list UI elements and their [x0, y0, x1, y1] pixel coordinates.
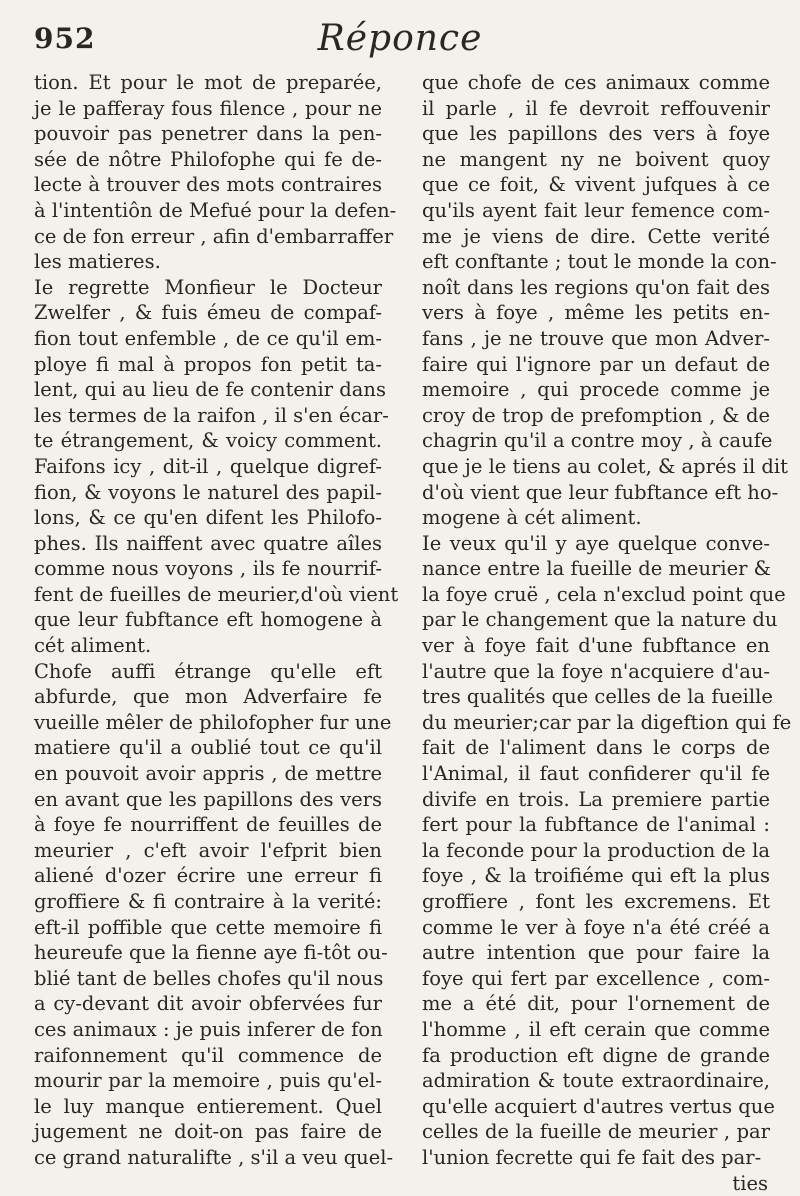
- text-line: vueille mêler de philofopher fur une: [34, 710, 392, 734]
- text-line: tres qualités que celles de la fueille: [422, 685, 773, 709]
- text-line: comme le ver à foye n'a été créé a: [422, 915, 770, 939]
- text-line: par le changement que la nature du: [422, 608, 778, 632]
- text-line: fert pour la fubftance de l'animal :: [422, 813, 770, 837]
- text-line: groffiere & fi contraire à la verité:: [34, 890, 382, 913]
- text-line: groffiere , font les excremens. Et: [422, 890, 770, 913]
- text-line: Ie regrette Monfieur le Docteur: [34, 275, 382, 299]
- left-column: [34, 70, 399, 1169]
- text-line: tion. Et pour le mot de preparée,: [34, 71, 382, 94]
- text-line: matiere qu'il a oublié tout ce qu'il: [34, 736, 382, 760]
- text-line: Ie veux qu'il y aye quelque conve-: [422, 531, 770, 555]
- text-line: l'autre que la foye n'acquiere d'au-: [422, 659, 770, 683]
- text-line: que les papillons des vers à foye: [422, 122, 770, 146]
- text-line: d'où vient que leur fubftance eft ho-: [422, 480, 779, 504]
- text-line: qu'ils ayent fait leur femence com-: [422, 198, 770, 222]
- text-line: celles de la fueille de meurier , par: [422, 1120, 770, 1144]
- text-line: fent de fueilles de meurier,d'où vient: [34, 582, 399, 606]
- text-line: te étrangement, & voicy comment.: [34, 429, 382, 453]
- text-line: le luy manque entierement. Quel: [34, 1094, 382, 1118]
- text-line: qu'elle acquiert d'autres vertus que: [422, 1094, 775, 1118]
- text-line: en avant que les papillons des vers: [34, 787, 382, 811]
- text-line: que chofe de ces animaux comme: [422, 71, 770, 94]
- text-line: fion tout enfemble , de ce qu'il em-: [34, 326, 382, 350]
- text-line: nance entre la fueille de meurier &: [422, 557, 772, 581]
- text-line: eft conftante ; tout le monde la con-: [422, 250, 777, 274]
- text-line: l'Animal, il faut confiderer qu'il fe: [422, 762, 770, 786]
- text-line: noît dans les regions qu'on fait des: [422, 275, 770, 299]
- text-line: vers à foye , même les petits en-: [422, 301, 770, 325]
- text-line: cét aliment.: [34, 634, 152, 658]
- text-line: que ce foit, & vivent jufques à ce: [422, 173, 770, 197]
- page-number: 952: [34, 22, 96, 55]
- text-line: lent, qui au lieu de fe contenir dans: [34, 378, 386, 402]
- text-line: a cy-devant dit avoir obfervées fur: [34, 992, 382, 1016]
- text-line: ver à foye fait d'une fubftance en: [422, 634, 770, 658]
- text-line: que je le tiens au colet, & aprés il dit: [422, 454, 788, 478]
- text-line: fans , je ne trouve que mon Adver-: [422, 326, 770, 350]
- text-line: eft-il poffible que cette memoire fi: [34, 915, 382, 939]
- text-line: Zwelfer , & fuis émeu de compaf-: [34, 301, 382, 325]
- text-line: l'homme , il eft cerain que comme: [422, 1017, 770, 1041]
- text-columns: [34, 70, 792, 1195]
- text-line: jugement ne doit-on pas faire de: [34, 1120, 382, 1144]
- text-line: heureufe que la fienne aye fi-tôt ou-: [34, 941, 388, 965]
- text-line: l'union fecrette qui fe fait des par-: [422, 1145, 762, 1169]
- text-line: les matieres.: [34, 250, 161, 274]
- text-line: abfurde, que mon Adverfaire fe: [34, 685, 382, 709]
- text-line: blié tant de belles chofes qu'il nous: [34, 966, 384, 990]
- text-line: il parle , il fe devroit reffouvenir: [422, 96, 770, 120]
- text-line: la foye cruë , cela n'exclud point que: [422, 582, 786, 606]
- text-line: faire qui l'ignore par un defaut de: [422, 352, 770, 376]
- text-line: me je viens de dire. Cette verité: [422, 224, 770, 248]
- catchword: ties: [732, 1171, 768, 1195]
- text-line: lons, & ce qu'en difent les Philofo-: [34, 506, 382, 530]
- text-line: memoire , qui procede comme je: [422, 378, 770, 402]
- text-line: comme nous voyons , ils fe nourrif-: [34, 557, 382, 581]
- text-line: sée de nôtre Philofophe qui fe de-: [34, 147, 382, 171]
- text-line: Faifons icy , dit-il , quelque digref-: [34, 454, 382, 478]
- text-line: fion, & voyons le naturel des papil-: [34, 480, 382, 504]
- text-line: ces animaux : je puis inferer de fon: [34, 1017, 383, 1041]
- text-line: croy de trop de prefomption , & de: [422, 403, 770, 427]
- text-line: mogene à cét aliment.: [422, 506, 642, 530]
- text-line: que leur fubftance eft homogene à: [34, 608, 382, 632]
- text-line: foye , & la troifiéme qui eft la plus: [422, 864, 770, 888]
- text-line: fait de l'aliment dans le corps de: [422, 736, 770, 760]
- page-header: [0, 14, 800, 64]
- text-line: admiration & toute extraordinaire,: [422, 1069, 770, 1093]
- text-line: mourir par la memoire , puis qu'el-: [34, 1069, 382, 1093]
- text-line: divife en trois. La premiere partie: [422, 787, 770, 811]
- text-line: ce grand naturalifte , s'il a veu quel-: [34, 1145, 394, 1169]
- text-line: la feconde pour la production de la: [422, 838, 770, 862]
- text-line: lecte à trouver des mots contraires: [34, 173, 382, 197]
- text-line: meurier , c'eft avoir l'efprit bien: [34, 838, 382, 862]
- text-line: pouvoir pas penetrer dans la pen-: [34, 122, 382, 146]
- text-line: à foye fe nourriffent de feuilles de: [34, 813, 382, 837]
- text-line: aliené d'ozer écrire une erreur fi: [34, 864, 382, 888]
- text-line: à l'intentiôn de Mefué pour la defen-: [34, 198, 397, 222]
- text-line: les termes de la raifon , il s'en écar-: [34, 403, 389, 427]
- text-line: Chofe auffi étrange qu'elle eft: [34, 659, 382, 683]
- text-line: raifonnement qu'il commence de: [34, 1043, 382, 1067]
- running-head: Réponce: [317, 18, 483, 59]
- text-line: je le pafferay fous filence , pour ne: [34, 96, 382, 120]
- text-line: ce de fon erreur , afin d'embarraffer: [34, 224, 394, 248]
- text-line: phes. Ils naiffent avec quatre aîles: [34, 531, 382, 555]
- text-line: foye qui fert par excellence , com-: [422, 966, 770, 990]
- text-line: autre intention que pour faire la: [422, 941, 770, 965]
- text-line: ne mangent ny ne boivent quoy: [422, 147, 770, 171]
- text-line: ploye fi mal à propos fon petit ta-: [34, 352, 382, 376]
- text-line: en pouvoit avoir appris , de mettre: [34, 762, 382, 786]
- text-line: me a été dit, pour l'ornement de: [422, 992, 770, 1016]
- text-line: du meurier;car par la digeftion qui fe: [422, 710, 792, 734]
- text-line: chagrin qu'il a contre moy , à caufe: [422, 429, 773, 453]
- right-column: [422, 70, 792, 1195]
- text-line: fa production eft digne de grande: [422, 1043, 770, 1067]
